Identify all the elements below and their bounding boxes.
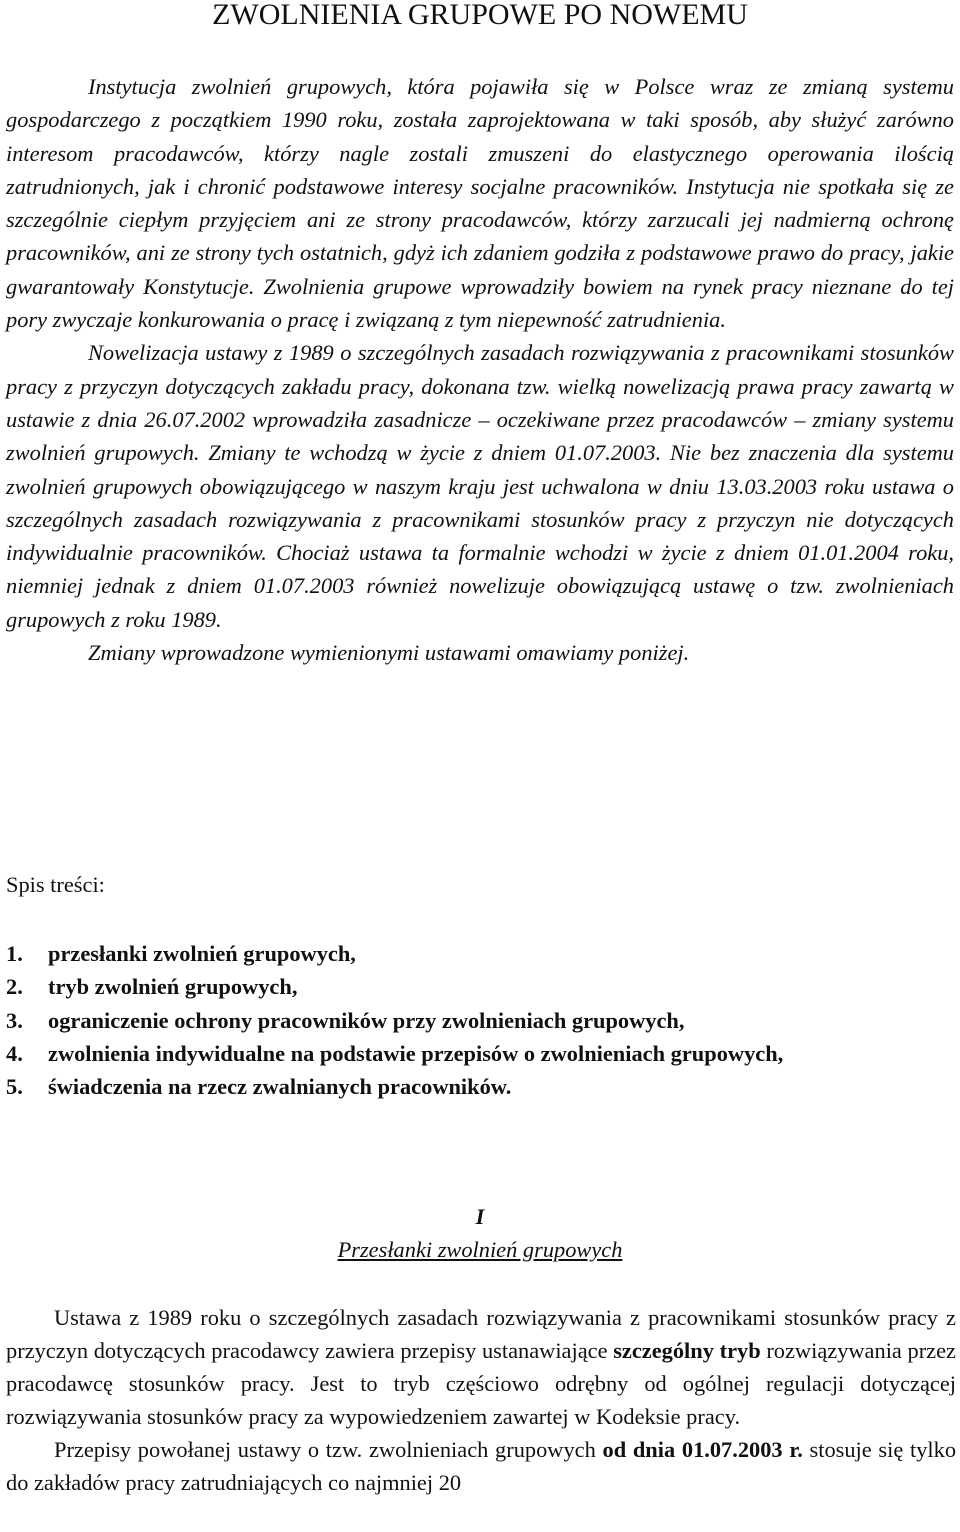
toc-item [6,1070,906,1103]
toc-item-number: 4. [6,1040,23,1066]
toc-item-number: 5. [6,1074,23,1100]
toc-item-text: świadczenia na rzecz zwalnianych pracowników. [48,1074,512,1100]
intro-section [6,70,954,669]
toc-item-text: przesłanki zwolnień grupowych, [48,941,356,966]
intro-text-1: Instytucja zwolnień grupowych, która pojawiła się w Polsce wraz ze zmianą systemu gospodarczego z początkiem 1990 roku, została zaprojektowana w taki sposób, aby służyć zarówno interesom pracodawców, którzy nagle zostali zmuszeni do elastycznego operowania ilością zatrudnionych, jak i chronić podstawowe interesy socjalne pracowników. [6,74,954,199]
intro-text-2: Instytucja nie spotkała się ze szczególnie ciepłym przyjęciem ani ze strony pracodawców, którzy zarzucali jej nadmierną ochronę pracowników, ani ze strony tych ostatnich, gdyż ich zdaniem godziła z podstawowe prawo do pracy, jakie gwarantowały Konstytucje. Zwolnienia grupowe wprowadziły bowiem na rynek pracy nieznane do tej pory zwyczaje konkurowania o pracę i związaną z tym niepewność zatrudnienia. [6,173,954,333]
intro-paragraph-3: Zmiany wprowadzone wymienionymi ustawami omawiamy poniżej. [88,640,690,666]
body-paragraph [6,1301,956,1433]
body-text: rozwiązywania przez pracodawcę stosunków pracy. Jest to tryb częściowo odrębny od ogólnej regulacji dotyczącej rozwiązywania stosunków pracy za wypowiedzeniem zawartej w Kodeksie pracy. [6,1338,956,1429]
table-of-contents [6,937,906,1103]
toc-item [6,1004,906,1037]
document-title: ZWOLNIENIA GRUPOWE PO NOWEMU [212,0,748,31]
toc-item-text: ograniczenie ochrony pracowników przy zwolnieniach grupowych, [48,1007,685,1033]
toc-item-text: zwolnienia indywidualne na podstawie przepisów o zwolnieniach grupowych, [48,1040,784,1066]
section-body [6,1301,956,1499]
intro-paragraph [6,70,954,336]
toc-item [6,937,906,970]
body-bold-text: od dnia 01.07.2003 r. [602,1437,803,1462]
toc-item-number: 2. [6,974,23,1000]
toc-item [6,1037,906,1070]
body-text: stosuje się tylko do zakładów pracy zatrudniających co najmniej 20 [6,1437,957,1495]
body-text: Ustawa z 1989 roku o szczególnych zasadach rozwiązywania z pracownikami stosunków pracy z przyczyn dotyczących pracodawcy zawiera przepisy ustanawiające [6,1305,956,1363]
toc-item-number: 1. [6,941,23,966]
body-text: Przepisy powołanej ustawy o tzw. zwolnieniach grupowych [54,1437,603,1462]
section-number: I [475,1204,485,1229]
toc-item [6,970,906,1003]
intro-paragraph-2: Nowelizacja ustawy z 1989 o szczególnych zasadach rozwiązywania z pracownikami stosunków pracy z przyczyn dotyczących zakładu pracy, dokonana tzw. wielką nowelizacją prawa pracy zawartą w ustawie z dnia 26.07.2002 wprowadziła zasadnicze – oczekiwane przez pracodawców – zmiany systemu zwolnień grupowych. Zmiany te wchodzą w życie z dniem 01.07.2003. Nie bez znaczenia dla systemu zwolnień grupowych obowiązującego w naszym kraju jest uchwalona w dniu 13.03.2003 roku ustawa o szczególnych zasadach rozwiązywania z pracownikami stosunków pracy z przyczyn nie dotyczących indywidualnie pracowników. Chociaż ustawa ta formalnie wchodzi w życie z dniem 01.01.2004 roku, niemniej jednak z dniem 01.07.2003 również nowelizuje obowiązującą ustawę o tzw. zwolnieniach grupowych z roku 1989. [6,340,954,632]
body-bold-text: szczególny tryb [613,1338,761,1363]
toc-heading: Spis treści: [6,872,105,897]
toc-item-number: 3. [6,1007,23,1033]
toc-item-text: tryb zwolnień grupowych, [48,974,298,1000]
section-title: Przesłanki zwolnień grupowych [337,1237,623,1262]
body-paragraph [6,1433,956,1499]
